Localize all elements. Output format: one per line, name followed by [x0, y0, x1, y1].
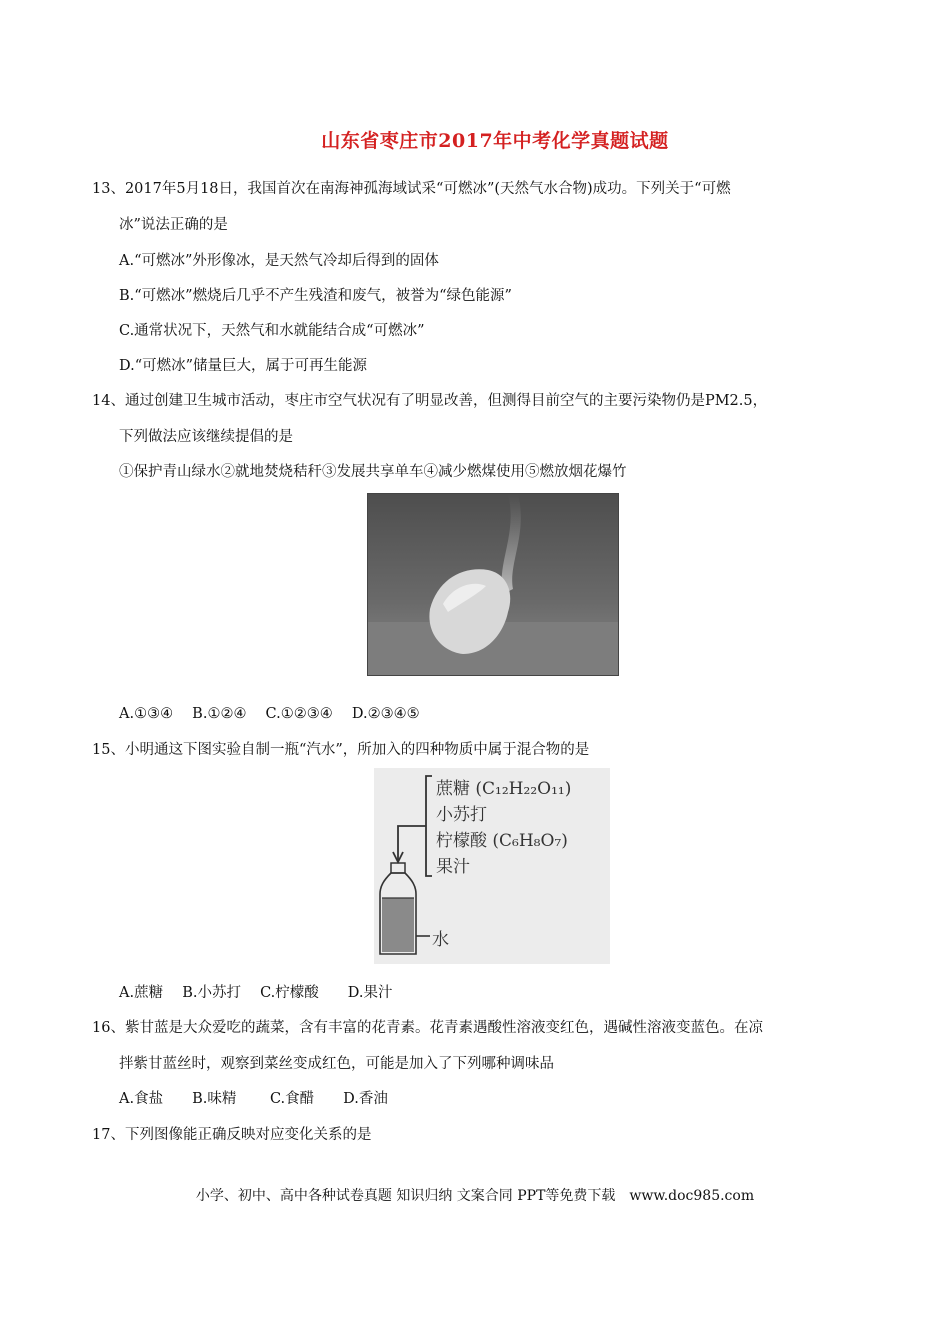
- q16-stem-line1: 16、紫甘蓝是大众爱吃的蔬菜，含有丰富的花青素。花青素遇酸性溶液变红色，遇碱性溶液变蓝色。在凉: [92, 1020, 763, 1036]
- burning-ice-photo: [367, 493, 619, 676]
- q15-stem: 15、小明通这下图实验自制一瓶“汽水”，所加入的四种物质中属于混合物的是: [92, 742, 590, 758]
- q13-option-d: D.“可燃冰”储量巨大，属于可再生能源: [119, 358, 368, 374]
- q16-stem-line2: 拌紫甘蓝丝时，观察到菜丝变成红色，可能是加入了下列哪种调味品: [119, 1056, 554, 1072]
- page-title: 山东省枣庄市2017年中考化学真题试题: [321, 130, 669, 152]
- q15-options: A.蔗糖 B.小苏打 C.柠檬酸 D.果汁: [119, 985, 393, 1001]
- q13-option-b: B.“可燃冰”燃烧后几乎不产生残渣和废气，被誉为“绿色能源”: [119, 288, 512, 304]
- q13-option-a: A.“可燃冰”外形像冰，是天然气冷却后得到的固体: [119, 253, 439, 269]
- label-juice: 果汁: [436, 857, 470, 877]
- label-sucrose: 蔗糖 (C₁₂H₂₂O₁₁): [436, 779, 572, 799]
- q13-stem-line1: 13、2017年5月18日，我国首次在南海神孤海域试采“可燃冰”(天然气水合物)成功。下列关于“可燃: [92, 181, 731, 197]
- q14-options: A.①③④ B.①②④ C.①②③④ D.②③④⑤: [119, 706, 420, 722]
- soda-bottle-diagram: [374, 768, 610, 964]
- page-footer: 小学、初中、高中各种试卷真题 知识归纳 文案合同 PPT等免费下载 www.doc985.com: [195, 1188, 755, 1204]
- q16-options: A.食盐 B.味精 C.食醋 D.香油: [119, 1091, 388, 1107]
- label-water: 水: [432, 930, 449, 950]
- q14-stem-line2: 下列做法应该继续提倡的是: [119, 429, 293, 445]
- q14-items: ①保护青山绿水②就地焚烧秸秆③发展共享单车④减少燃煤使用⑤燃放烟花爆竹: [119, 464, 627, 480]
- q14-stem-line1: 14、通过创建卫生城市活动，枣庄市空气状况有了明显改善，但测得目前空气的主要污染物仍是PM2.5，: [92, 393, 768, 409]
- q17-stem: 17、下列图像能正确反映对应变化关系的是: [92, 1127, 372, 1143]
- label-citric-acid: 柠檬酸 (C₆H₈O₇): [436, 831, 568, 851]
- q13-stem-line2: 冰”说法正确的是: [119, 217, 228, 233]
- q13-option-c: C.通常状况下，天然气和水就能结合成“可燃冰”: [119, 323, 425, 339]
- label-baking-soda: 小苏打: [436, 805, 487, 825]
- burning-ice-image: [368, 494, 618, 675]
